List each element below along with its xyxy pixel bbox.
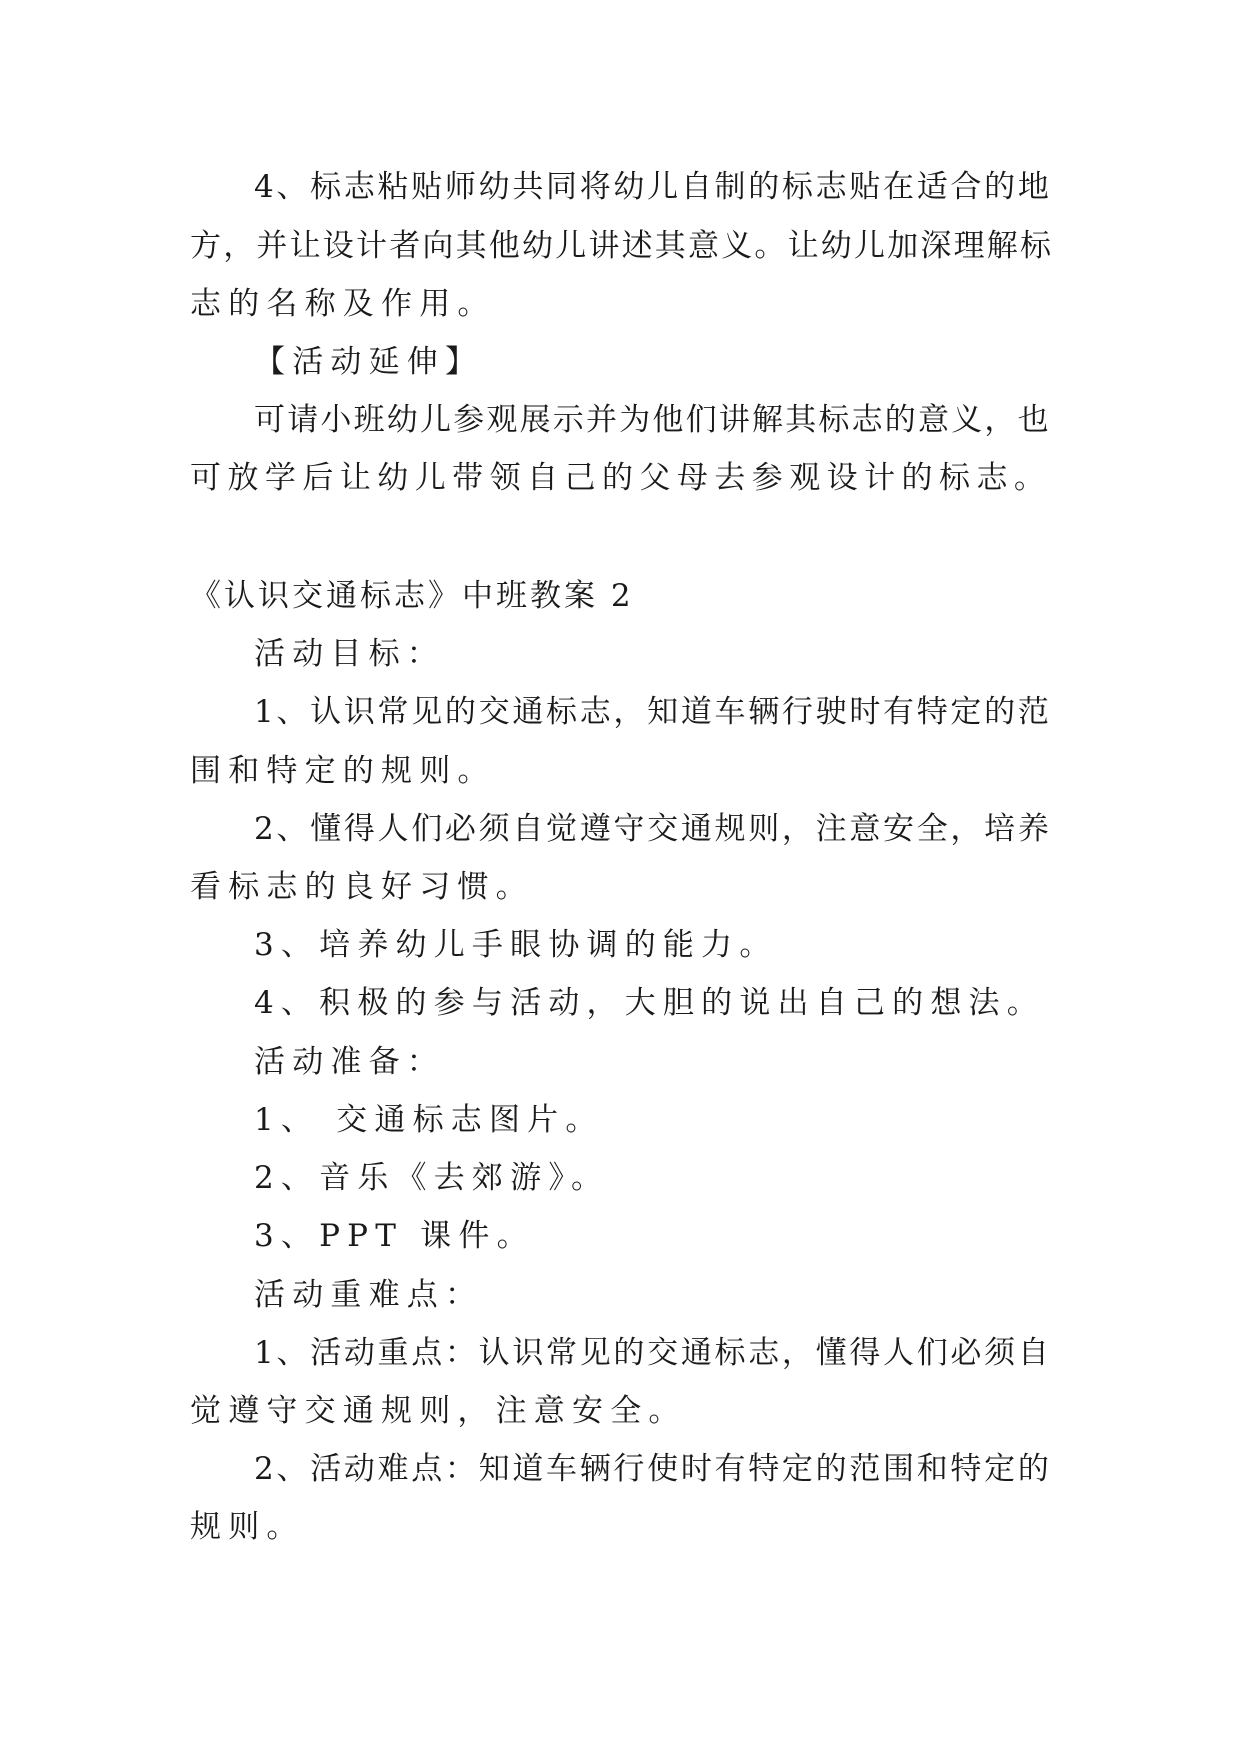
section-heading: 活动目标：	[254, 636, 445, 672]
section-heading: 活动准备：	[254, 1044, 445, 1080]
section-heading: 【活动延伸】	[254, 344, 484, 380]
paragraph-line: 可请小班幼儿参观展示并为他们讲解其标志的意义，也	[254, 402, 1051, 438]
paragraph-line: 4、标志粘贴师幼共同将幼儿自制的标志贴在适合的地	[254, 169, 1052, 205]
paragraph-line: 志的名称及作用。	[190, 286, 496, 322]
list-item: 2、音乐《去郊游》。	[254, 1160, 610, 1196]
paragraph-line: 方，并让设计者向其他幼儿讲述其意义。让幼儿加深理解标	[190, 228, 1054, 264]
list-item-continuation: 规则。	[190, 1509, 305, 1545]
list-item: 1、认识常见的交通标志，知道车辆行驶时有特定的范	[254, 694, 1052, 730]
list-item: 2、懂得人们必须自觉遵守交通规则，注意安全，培养	[254, 811, 1052, 847]
list-item: 2、活动难点：知道车辆行使时有特定的范围和特定的	[254, 1451, 1052, 1487]
document-title: 《认识交通标志》中班教案 2	[190, 578, 634, 614]
list-item: 4、积极的参与活动，大胆的说出自己的想法。	[254, 985, 1045, 1021]
list-item: 1、活动重点：认识常见的交通标志，懂得人们必须自	[254, 1335, 1052, 1371]
list-item: 1、 交通标志图片。	[254, 1102, 604, 1138]
list-item: 3、培养幼儿手眼协调的能力。	[254, 927, 778, 963]
list-item-continuation: 觉遵守交通规则，注意安全。	[190, 1393, 687, 1429]
list-item-continuation: 看标志的良好习惯。	[190, 869, 534, 905]
list-item-continuation: 围和特定的规则。	[190, 753, 496, 789]
list-item: 3、PPT 课件。	[254, 1218, 535, 1254]
section-heading: 活动重难点：	[254, 1277, 484, 1313]
paragraph-line: 可放学后让幼儿带领自己的父母去参观设计的标志。	[190, 460, 1052, 496]
